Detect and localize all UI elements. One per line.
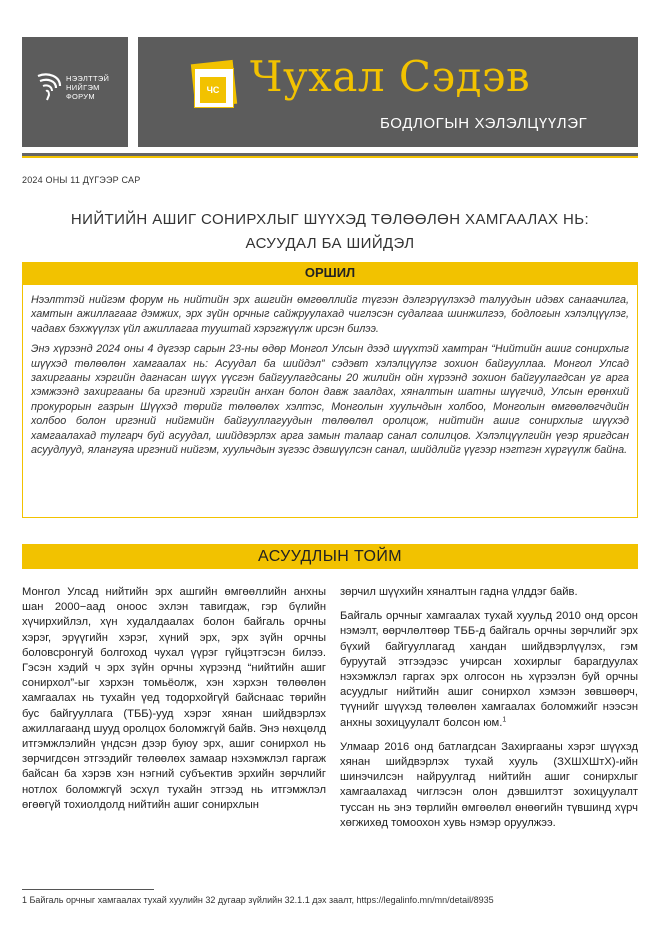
body-paragraph-right-1 [340,609,638,731]
series-subtitle: БОДЛОГЫН ХЭЛЭЛЦҮҮЛЭГ [380,115,588,132]
document-title-line1: НИЙТИЙН АШИГ СОНИРХЛЫГ ШҮҮХЭД ТӨЛӨӨЛӨН ХАМГААЛАХ НЬ: [70,211,590,228]
footnote: 1 Байгаль орчныг хамгаалах тухай хуулийн 32 дугаар зүйлийн 32.1.1 дэх заалт, https://legalinfo.mn/mn/detail/8935 [22,895,494,905]
intro-heading: ОРШИЛ [22,262,638,284]
intro-box [22,284,638,518]
footnote-ref[interactable]: 1 [502,715,507,723]
body-paragraph-right-0: зөрчил шүүхийн хяналтын гадна үлддэг байв. [340,586,578,598]
series-title: Чухал Сэдэв [250,52,531,101]
org-name-line1: НЭЭЛТТЭЙ [66,74,110,83]
footnote-separator [22,889,154,890]
org-name-line2: НИЙГЭМ [66,83,100,92]
publication-date: 2024 ОНЫ 11 ДҮГЭЭР САР [22,175,141,185]
series-badge: ЧС [200,77,226,103]
intro-paragraph-2: Энэ хүрээнд 2024 оны 4 дүгээр сарын 23-ны өдөр Монгол Улсын дээд шүүхтэй хамтран “Нийтийн ашиг сонирхлыг шүүхэд төлөөлөн хамгаалах нь: Асуудал ба шийдэл” сэдэвт хэлэлцүүлэг зохион байгууллаа. Монгол Улсад захиргааны хэргийн дагнасан шүүх үүсгэн байгуулагдсаны 20 жилийн ойн хүрээнд зохион байгуулагдсан уг арга хэмжээнд захиргааны ба иргэний хэргийн анхан болон давж заалдах, хяналтын шатны шүүгчид, Улсын ерөнхий прокурорын газрын Шүүхэд төрийг төлөөлөх хэлтэс, Монголын хуульчдын холбоо, Монголын өмгөөлөгчдийн холбоо болон иргэний нийгмийн байгууллагуудын төлөөлөл оролцож, нийтийн ашиг сонирхлыг шүүхэд хамгаалахад тулгарч буй асуудал, шийдвэрлэх арга замын талаар санал солилцов. Хэлэлцүүлгийн үеэр яригдсан асуудлууд, ялангуяа иргэний нийгэм, хуульчдын зүгээс дэвшүүлсэн санал, шийдлийг үүгээр нэгтгэн хүргүүлж байна. [31,343,629,457]
document-title-line2: АСУУДАЛ БА ШИЙДЭЛ [245,235,415,252]
open-society-forum-logo-icon [34,70,64,102]
body-paragraph-left-1: Монгол Улсад нийтийн эрх ашгийн өмгөөллийн анхны шан 2000−аад оноос эхлэн тавигдаж, гэр бүлийн хүчирхийлэл, хүн худалдаалах болон байгаль орчны хэрэг, эрүүгийн хэрэг, хүний эрх, эрх зүйн орчны боловсронгуй болгоход чухал үүрэг гүйцэтгэсэн билээ. Гэсэн хэдий ч эрх зүйн орчны хүрээнд “нийтийн ашиг сонирхол”-ыг хэрхэн томьёолж, хэн хэрхэн төлөөлөн хамгаалах нь тухайн үед тодорхойгүй байснаас төрийн бус байгууллага (ТББ)-ууд хэрэг хянан шийдвэрлэх ажиллагаанд шууд оролцох боломжгүй байв. Энэ нөхцөлд итгэмжлэлийн үндсэн дээр буюу эрх, ашиг сонирхол нь зөрчигдсөн этгээдийг төлөөлөх замаар нэхэмжлэл гаргаж байсан ба хэрэв хэн нэгний субъектив эрхийн зөрчлийг нотлох боломжгүй эсхүл тухайн этгээд нь итгэмжлэл өгөөгүй тохиолдолд нийтийн ашиг сонирхлын [22,586,326,811]
intro-paragraph-1: Нээлттэй нийгэм форум нь нийтийн эрх ашгийн өмгөөллийг түгээн дэлгэрүүлэхэд талуудын идэвх санаачилга, хамтын ажиллагааг дэмжих, эрх зүйн орчныг сайжруулахад чиглэсэн судалгаа шинжилгээ, бодлогын хэлэлцүүлэг, чадавх бэхжүүлэх үйл ажиллагаа тууштай хэрэгжүүлж ирсэн билээ. [31,294,629,335]
document-title [22,208,638,256]
org-name-line3: ФОРУМ [66,92,95,101]
body-column-left [22,585,326,822]
section-heading: АСУУДЛЫН ТОЙМ [22,544,638,569]
header-divider-accent [22,156,638,158]
body-column-right [340,585,638,840]
body-paragraph-right-2: Улмаар 2016 онд батлагдсан Захиргааны хэрэг шүүхэд хянан шийдвэрлэх тухай хууль (ЗХШХШтХ)-ийн шинэчилсэн найруулгад нийтийн ашиг сонирхлыг хамгаалахад чиглэсэн олон дэвшилтэт зохицуулалт туссан нь энэ төрлийн өмгөөлөл өнөөгийн түвшинд хүрч хөгжихөд томоохон хувь нэмэр оруулжээ. [340,740,638,829]
org-name [66,74,109,101]
body-paragraph-right-1-text: Байгаль орчныг хамгаалах тухай хуульд 2010 онд орсон нэмэлт, өөрчлөлтөөр ТББ-д байгаль орчны зөрчлийг эрх бүхий байгууллагад хандан шийдвэрлүүлэх, гэм буруутай этгээдээс учирсан хохирлыг барагдуулах нэхэмжлэл гаргах эрх олгосон нь хүрээлэн буй орчны асуудлыг нийтийн ашиг сонирхол хэмээн зөвшөөрч, түүнийг шүүхэд төлөөлөн хамгаалах боломжийг нээсэн анхны зохицуулалт болсон юм. [340,610,638,729]
